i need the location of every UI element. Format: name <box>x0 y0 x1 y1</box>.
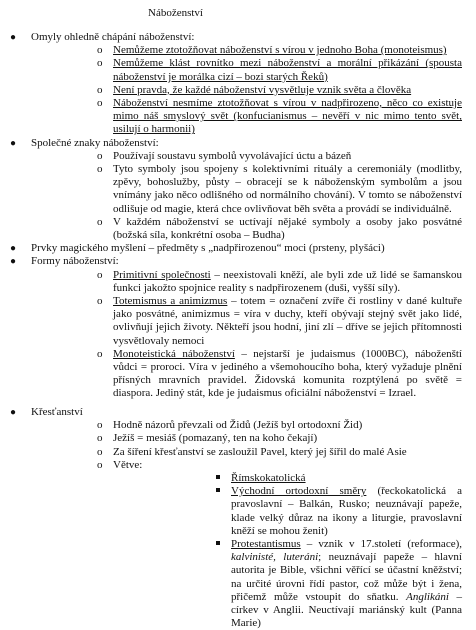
sub-list-item <box>31 57 476 83</box>
sub-item-text: Není pravda, že každé náboženství vysvětluje vznik světa a člověka <box>113 83 412 96</box>
list-item <box>0 406 476 630</box>
term-description: – totem = označení zvíře či rostliny v dané kultuře jako posvátné, animizmus = víra v duchy, kteří obývají stejný svět jako lidé, ovlivňují jejich životy. Někteří jsou hodní, jiní zlí – dříve se jejich přítomnosti vysvětlovaly nemoci <box>113 295 462 347</box>
hollow-bullet-icon: o <box>97 57 103 70</box>
term-label: Totemismus a animizmus <box>113 295 228 308</box>
hollow-bullet-icon: o <box>97 432 103 445</box>
hollow-bullet-icon: o <box>97 445 103 458</box>
list-item-text: Společné znaky náboženství: <box>31 136 159 149</box>
sub-item-text: Nemůžeme ztotožňovat náboženství s vírou v jednoho Boha (monoteismus) <box>113 44 447 57</box>
branch-description: – vznik v 17.století (reformace), <box>300 538 462 551</box>
branch-italic-term: Anglikáni <box>406 590 449 603</box>
list-item-text: Formy náboženství: <box>31 255 119 268</box>
branch-description: – církev v Anglii. Neuctívají mariánský kult (Panna Marie) <box>231 590 462 630</box>
sub-item-text: V každém náboženství se uctívají nějaké symboly a osoby jako posvátné (božská síla, konkrétní osoba – Budha) <box>113 215 462 242</box>
list-item-text: Prvky magického myšlení – předměty s „nadpřirozenou“ moci (prsteny, plyšáci) <box>31 242 385 255</box>
hollow-bullet-icon: o <box>97 83 103 96</box>
bullet-icon: ● <box>10 243 17 255</box>
term-description: – neexistovali kněží, ale byli zde už lidé se šamanskou funkci jakožto spojnice reality s nadpřirozenem (duši, vyšší síly). <box>113 268 462 294</box>
term-description: – nejstarší je judaismus (1000BC), náboženští vůdci = proroci. Víra v jediného a všemohoucího boha, který vyžaduje plnění přísných mravních pravidel. Židovská komunita rozptýlená po světě = diaspora. Jediný stát, kde je judaismus oficiální náboženství = Izrael. <box>113 347 462 400</box>
sub-item-text: Ježíš = mesiáš (pomazaný, ten na koho čekají) <box>113 432 318 445</box>
list-item <box>0 242 476 255</box>
branch-label: Římskokatolická <box>231 472 306 485</box>
square-bullet-icon <box>216 488 220 492</box>
branch-italic-term: kalvinisté, luteráni <box>231 551 319 564</box>
sub-list-item <box>31 269 476 295</box>
hollow-bullet-icon: o <box>97 149 103 162</box>
christianity-list <box>0 406 476 630</box>
hollow-bullet-icon: o <box>97 347 103 360</box>
sub-list-item <box>31 459 476 630</box>
sub-item-text: Používají soustavu symbolů vyvolávající úctu a bázeň <box>113 149 352 162</box>
sub-list-item <box>31 348 476 401</box>
hollow-bullet-icon: o <box>97 458 103 471</box>
sub-list-item <box>31 97 476 137</box>
sub-item-text: Tyto symboly jsou spojeny s kolektivními rituály a ceremoniály (modlitby, zpěvy, bohoslužby, půsty – obracejí se k náboženským symbolům a jsou vnímány jako něco odlišného od normálního chování). V tomto se náboženství odlišuje od magie, která chce ovlivňovat běh světa a provádí se individuálně. <box>113 163 462 215</box>
hollow-bullet-icon: o <box>97 295 103 308</box>
sub-item-text: Větve: <box>113 458 143 471</box>
sub-item-text: Náboženství nesmíme ztotožňovat s vírou v nadpřirozeno, něco co existuje mimo náš smyslový svět (konfucianismus – nevěří v nic mimo tento svět, usilují o harmonii) <box>113 97 462 136</box>
hollow-bullet-icon: o <box>97 97 103 110</box>
sub-list-item <box>31 216 476 242</box>
sub-item-text: Za šíření křesťanství se zasloužil Pavel, který jej šířil do malé Asie <box>113 445 407 458</box>
sub-list-item <box>31 84 476 97</box>
sub-list-item <box>31 295 476 348</box>
branch-description: ; neuznávají papeže – hlavní autorita je Bible, všichni věřící se účastní kněžství; na určité úrovni řídí pastor, což může být i žena, přičemž může vstoupit do sňatku. <box>231 551 462 603</box>
hollow-bullet-icon: o <box>97 44 103 57</box>
branch-label: Východní ortodoxní směry <box>231 485 367 498</box>
branch-item <box>113 538 476 630</box>
document-title: Náboženství <box>148 7 203 19</box>
list-item <box>0 255 476 400</box>
list-item <box>0 31 476 137</box>
bullet-icon: ● <box>10 137 17 149</box>
bullet-icon: ● <box>10 407 17 418</box>
branch-item <box>113 472 476 485</box>
sub-list-item <box>31 150 476 163</box>
term-label: Monoteistická náboženství <box>113 347 235 360</box>
bullet-icon: ● <box>10 32 17 43</box>
sub-item-text: Nemůžeme klást rovnítko mezi náboženství a morální přikázání (spousta náboženství je morálka cizí – bozi starých Řeků) <box>113 57 462 83</box>
square-bullet-icon <box>216 475 220 479</box>
list-item-text: Křesťanství <box>31 406 83 418</box>
list-item-text: Omyly ohledně chápání náboženství: <box>31 31 195 43</box>
bullet-icon: ● <box>10 256 17 268</box>
hollow-bullet-icon: o <box>97 215 103 228</box>
sub-list-item <box>31 446 476 459</box>
term-label: Primitivní společnosti <box>113 268 211 281</box>
main-bullet-list <box>0 31 476 401</box>
sub-list-item <box>31 44 476 57</box>
branch-label: Protestantismus <box>231 538 301 551</box>
sub-list-item <box>31 432 476 445</box>
square-bullet-icon <box>216 541 220 545</box>
branch-item <box>113 485 476 538</box>
hollow-bullet-icon: o <box>97 163 103 176</box>
sub-list-item <box>31 419 476 432</box>
sub-list-item <box>31 163 476 216</box>
sub-item-text: Hodně názorů převzali od Židů (Ježíš byl ortodoxní Žid) <box>113 419 363 432</box>
hollow-bullet-icon: o <box>97 268 103 281</box>
branch-description: (řeckokatolická a pravoslavní – Balkán, Rusko; neuznávají papeže, klade velký důraz na ikony a liturgie, pravoslavní kněží se mohou ženit) <box>231 485 462 537</box>
hollow-bullet-icon: o <box>97 419 103 432</box>
list-item <box>0 137 476 243</box>
